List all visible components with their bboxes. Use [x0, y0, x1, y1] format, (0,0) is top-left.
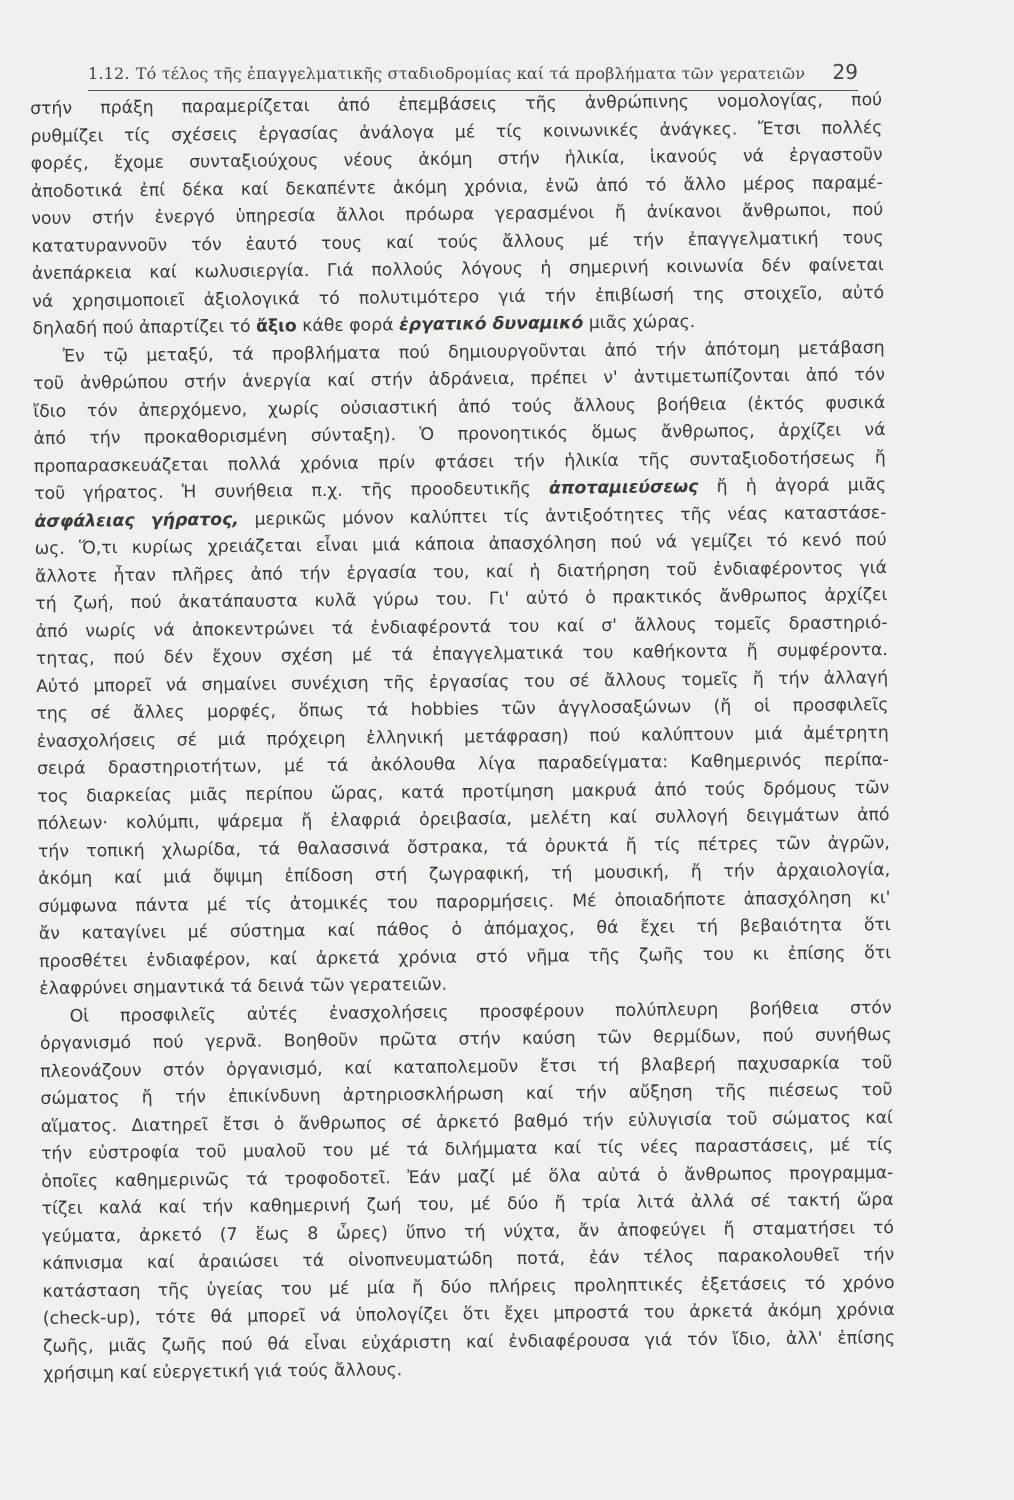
- text-line: ἄν καταγίνει μέ σύστημα καί πάθος ὁ ἀπόμαχος, θά ἔχει τή βεβαιότητα ὅτι: [38, 915, 891, 944]
- section-title: Τό τέλος τῆς ἐπαγγελματικῆς σταδιοδρομίας καί τά προβλήματα τῶν γερατειῶν: [135, 64, 806, 83]
- text-line: ἀπό νωρίς νά ἀποκεντρώνει τά ἐνδιαφέροντά του καί σ' ἄλλους τομεῖς δραστηριό-: [35, 612, 888, 642]
- text-run: δηλαδή πού ἀπαρτίζει τό: [32, 316, 257, 339]
- text-line: τήν τοπική χλωρίδα, τά θαλασσινά ὄστρακα, τά ὀρυκτά ἤ τίς πέτρες τῶν ἀγρῶν,: [37, 832, 890, 862]
- text-line: Αὐτό μπορεῖ νά σημαίνει συνέχιση τῆς ἐργασίας του σέ ἄλλους τομεῖς ἤ τήν ἀλλαγή: [36, 667, 889, 697]
- text-line: ζωῆς, μιᾶς ζωῆς πού θά εἶναι εὐχάριστη καί ἐνδιαφέρουσα γιά τόν ἴδιο, ἀλλ' ἐπίσης: [42, 1327, 896, 1357]
- text-line: τίζει καλά καί τήν καθημερινή ζωή του, μέ δύο ἤ τρία λιτά ἀλλά σέ τακτή ὥρα: [41, 1190, 894, 1219]
- text-line: ἴδιο τόν ἀπερχόμενο, χωρίς οὐσιαστική ἀπό τούς ἄλλους βοήθεια (ἐκτός φυσικά: [33, 392, 886, 422]
- page-number: 29: [832, 60, 858, 84]
- text-line: ἀποδοτικά ἐπί δέκα καί δεκαπέντε ἀκόμη χρόνια, ἐνῶ ἀπό τό ἄλλο μέρος παραμέ-: [30, 172, 884, 202]
- text-line: ἀκόμη καί μιά ὄψιμη ἐπίδοση στή ζωγραφική, τή μουσική, ἤ τήν ἀρχαιολογία,: [38, 860, 891, 889]
- text-line: ρυθμίζει τίς σχέσεις ἐργασίας ἀνάλογα μέ τίς κοινωνικές ἀνάγκες. Ἔτσι πολλές: [30, 117, 883, 147]
- emphasis-axio: ἄξιο: [255, 316, 297, 337]
- text-line: χρήσιμη καί εὐεργετική γιά τούς ἄλλους.: [43, 1360, 403, 1384]
- text-line: νά χρησιμοποιεῖ ἀξιολογικά τό πολυτιμότερο γιά τήν ἐπιβίωσή της στοιχεῖο, αὐτό: [32, 282, 885, 312]
- text-line: τοῦ ἀνθρώπου στήν ἀνεργία καί στήν ἀδράνεια, πρέπει ν' ἀντιμετωπίζονται ἀπό τόν: [32, 365, 886, 394]
- text-line: ἐνασχολήσεις σέ μιά πρόχειρη ἑλληνική μετάφραση) πού καλύπτουν μιά ἀμέτρητη: [36, 722, 889, 752]
- text-line: τος διαρκείας μιᾶς περίπου ὥρας, κατά προτίμηση μακρυά ἀπό τούς δρόμους τῶν: [37, 777, 890, 807]
- text-line: προσθέτει ἐνδιαφέρον, καί ἀρκετά χρόνια στό νῆμα τῆς ζωῆς του κι ἐπίσης ὅτι: [38, 942, 892, 972]
- text-line: ἀπό τήν προκαθορισμένη σύνταξη). Ὁ προνοητικός ὅμως ἄνθρωπος, ἀρχίζει νά: [33, 420, 886, 449]
- section-number: 1.12.: [88, 64, 130, 83]
- text-run: ἤ ἡ ἀγορά μιᾶς: [698, 475, 887, 498]
- text-line: της σέ ἄλλες μορφές, ὅπως τά hobbies τῶν ἀγγλοσαξώνων (ἤ οἱ προσφιλεῖς: [36, 695, 889, 724]
- paragraph-start-line: Οἱ προσφιλεῖς αὐτές ἐνασχολήσεις προσφέρουν πολύπλευρη βοήθεια στόν: [69, 997, 892, 1027]
- text-line: σύμφωνα πάντα μέ τίς ἀτομικές του παρορμήσεις. Μέ ὁποιαδήποτε ἀπασχόληση κι': [38, 887, 891, 917]
- text-line: σειρά δραστηριοτήτων, μέ τά ἀκόλουθα λίγα παραδείγματα: Καθημερινός περίπα-: [36, 750, 890, 779]
- text-line: στήν πράξη παραμερίζεται ἀπό ἐπεμβάσεις τῆς ἀνθρώπινης νομολογίας, πού: [30, 90, 883, 119]
- text-line: ἐλαφρύνει σημαντικά τά δεινά τῶν γερατειῶν.: [39, 974, 448, 999]
- emphasis-asfaleias-giratos: ἀσφάλειας γήρατος,: [34, 509, 239, 532]
- text-line: (check-up), τότε θά μπορεῖ νά ὑπολογίζει ὅτι ἔχει μπροστά του ἀρκετά ἀκόμη χρόνια: [42, 1300, 895, 1329]
- emphasis-ergatiko-dynamiko: ἐργατικό δυναμικό: [398, 313, 584, 336]
- text-line: κατατυραννοῦν τόν ἑαυτό τους καί τούς ἄλλους μέ τήν ἐπαγγελματική τους: [31, 227, 884, 257]
- text-line: τή ζωή, πού ἀκατάπαυστα κυλᾶ γύρω του. Γι' αὐτό ὁ πρακτικός ἄνθρωπος ἀρχίζει: [35, 585, 888, 614]
- text-line: ὁποῖες καθημερινῶς τά τροφοδοτεῖ. Ἐάν μαζί μέ ὅλα αὐτά ὁ ἄνθρωπος προγραμμα-: [41, 1162, 894, 1192]
- text-run: τοῦ γήρατος. Ἡ συνήθεια π.χ. τῆς προοδευτικῆς: [34, 478, 550, 504]
- text-line: κάπνισμα καί ἀραιώσει τά οἰνοπνευματώδη ποτά, ἐάν τέλος παρακολουθεῖ τήν: [42, 1245, 895, 1274]
- chapter-heading: [88, 64, 805, 83]
- text-line: ως. Ὅ,τι κυρίως χρειάζεται εἶναι μιά κάποια ἀπασχόληση πού νά γεμίζει τό κενό πού: [34, 530, 887, 559]
- text-line: κατάσταση τῆς ὑγείας του μέ μία ἤ δύο πλήρεις προληπτικές ἐξετάσεις τό χρόνο: [42, 1272, 895, 1302]
- text-line: φορές, ἔχομε συνταξιούχους νέους ἀκόμη στήν ἡλικία, ἱκανούς νά ἐργαστοῦν: [30, 145, 883, 174]
- text-run: μερικῶς μόνον καλύπτει τίς ἀντιξοότητες τῆς νέας καταστάσε-: [238, 502, 887, 530]
- emphasis-apotamieuseos: ἀποταμιεύσεως: [548, 477, 699, 499]
- running-header: [88, 60, 858, 91]
- text-line: ἀνεπάρκεια καί κωλυσιεργία. Γιά πολλούς λόγους ἡ σημερινή κοινωνία δέν φαίνεται: [31, 255, 884, 284]
- text-line: σώματος ἤ τήν ἐπικίνδυνη ἀρτηριοσκλήρωση καί τήν αὔξηση τῆς πιέσεως τοῦ: [40, 1080, 893, 1109]
- paragraph-start-line: Ἐν τῷ μεταξύ, τά προβλήματα πού δημιουργοῦνται ἀπό τήν ἀπότομη μετάβαση: [62, 337, 885, 367]
- text-line: αἵματος. Διατηρεῖ ἔτσι ὁ ἄνθρωπος σέ ἀρκετό βαθμό τήν εὐλυγισία τοῦ σώματος καί: [40, 1107, 893, 1137]
- text-line: ὀργανισμό πού γερνᾶ. Βοηθοῦν πρῶτα στήν καύση τῶν θερμίδων, πού συνήθως: [39, 1025, 892, 1054]
- text-line: ἄλλοτε ἦταν πλῆρες ἀπό τήν ἐργασία του, καί ἡ διατήρηση τοῦ ἐνδιαφέροντος γιά: [34, 557, 888, 587]
- text-line: νουν στήν ἐνεργό ὑπηρεσία ἄλλοι πρόωρα γερασμένοι ἤ ἀνίκανοι ἄνθρωποι, πού: [31, 200, 884, 229]
- text-line: γεύματα, ἀρκετό (7 ἕως 8 ὧρες) ὕπνο τή νύχτα, ἄν ἀποφεύγει ἤ σταματήσει τό: [41, 1217, 895, 1247]
- text-run: μιᾶς χώρας.: [583, 312, 696, 334]
- text-line: πόλεων· κολύμπι, ψάρεμα ἤ ἐλαφριά ὀρειβασία, μελέτη καί συλλογή δειγμάτων ἀπό: [37, 805, 890, 834]
- text-line: τήν εὐστροφία τοῦ μυαλοῦ του μέ τά διλήμματα καί τίς νέες παραστάσεις, μέ τίς: [40, 1135, 894, 1164]
- text-line: τητας, πού δέν ἔχουν σχέση μέ τά ἐπαγγελματικά του καθήκοντα ἤ συμφέροντα.: [35, 640, 888, 669]
- text-line: προπαρασκευάζεται πολλά χρόνια πρίν φτάσει τήν ἡλικία τῆς συνταξιοδοτήσεως ἤ: [33, 447, 886, 477]
- text-run: κάθε φορά: [296, 315, 400, 337]
- text-line: πλεονάζουν στόν ὀργανισμό, καί καταπολεμοῦν ἔτσι τή βλαβερή παχυσαρκία τοῦ: [40, 1052, 893, 1082]
- body-text: [30, 87, 895, 1388]
